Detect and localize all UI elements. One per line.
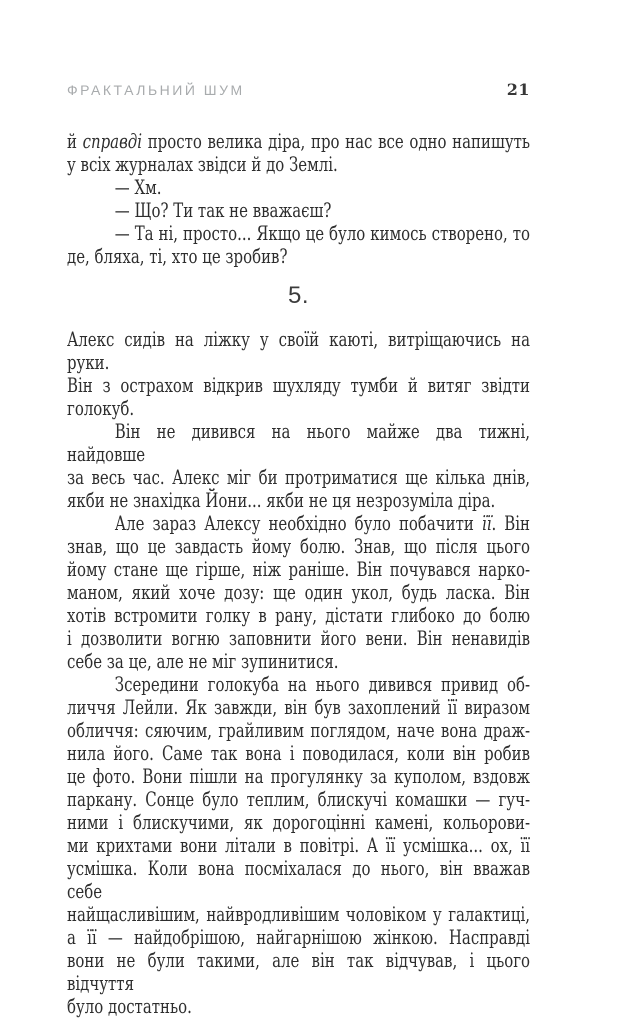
paragraph [67, 420, 530, 512]
text-line: вони не були такими, але він так відчував, і цього відчуття [67, 948, 531, 995]
text-line: за весь час. Алекс міг би протриматися ще кілька днів, [67, 465, 531, 489]
text-line: — Що? Ти так не вважаєш? [114, 198, 332, 222]
text-line: — Хм. [114, 175, 162, 199]
text-line: хотів встромити голку в рану, дістати глибоко до болю [67, 603, 531, 627]
paragraph-group [67, 328, 530, 1018]
running-title: ФРАКТАЛЬНИЙ ШУМ [67, 82, 245, 98]
paragraph [67, 673, 530, 1018]
text-line: личчя Лейли. Як завжди, він був захоплений її виразом [67, 695, 531, 719]
text-line: Але зараз Алексу необхідно було побачити її. Він [114, 511, 531, 535]
text-flow [67, 130, 530, 1018]
text-line: а її — найдобрішою, найгарнішою жінкою. Насправді [67, 925, 531, 949]
text-line: Зсередини голокуба на нього дивився привид об- [114, 672, 531, 696]
paragraph [67, 176, 530, 199]
paragraph [67, 512, 530, 673]
paragraph-group [67, 130, 530, 268]
chapter-heading: 5. [287, 282, 309, 309]
text-line: знав, що це завдасть йому болю. Знав, що після цього [67, 534, 531, 558]
text-line: де, бляха, ті, хто це зробив? [67, 244, 288, 268]
text-line: маном, який хоче дозу: ще один укол, будь ласка. Він [67, 580, 531, 604]
text-line: ними і блискучими, як дорогоцінні камені, кольорови- [67, 810, 531, 834]
text-line: було достатньо. [67, 994, 192, 1018]
paragraph [67, 199, 530, 222]
text-line: у всіх журналах звідси й до Землі. [67, 152, 338, 176]
text-line: йому стане ще гірше, ніж раніше. Він почувався нарко- [67, 557, 531, 581]
paragraph [67, 328, 530, 420]
paragraph [67, 130, 530, 176]
page-header [67, 80, 530, 100]
text-line: це фото. Вони пішли на прогулянку за куполом, вздовж [67, 764, 531, 788]
text-line: усмішка. Коли вона посміхалася до нього, він вважав себе [67, 856, 531, 903]
text-line: паркану. Сонце було теплим, блискучі комашки — гуч- [67, 787, 531, 811]
text-line: Він не дивився на нього майже два тижні, найдовше [67, 419, 531, 466]
paragraph [67, 222, 530, 268]
text-line: ми крихтами вони літали в повітрі. А її усмішка... ох, її [67, 833, 531, 857]
text-line: й справді просто велика діра, про нас все одно напишуть [67, 129, 531, 153]
text-line: обличчя: сяючим, грайливим поглядом, наче вона драж- [67, 718, 531, 742]
text-line: і дозволити вогню заповнити його вени. Він ненавидів [67, 626, 531, 650]
text-line: голокуб. [67, 396, 135, 420]
text-line: себе за це, але не міг зупинитися. [67, 649, 339, 673]
text-line: Він з острахом відкрив шухляду тумби й витяг звідти [67, 373, 531, 397]
text-line: нила його. Саме так вона і поводилася, коли він робив [67, 741, 531, 765]
text-line: якби не знахідка Йони... якби не ця незрозуміла діра. [67, 488, 496, 512]
page-number: 21 [506, 80, 530, 99]
text-line: найщасливішим, найвродливішим чоловіком у галактиці, [67, 902, 531, 926]
text-line: Алекс сидів на ліжку у своїй каюті, витріщаючись на руки. [67, 327, 531, 374]
text-line: — Та ні, просто... Якщо це було кимось створено, то [114, 221, 531, 245]
